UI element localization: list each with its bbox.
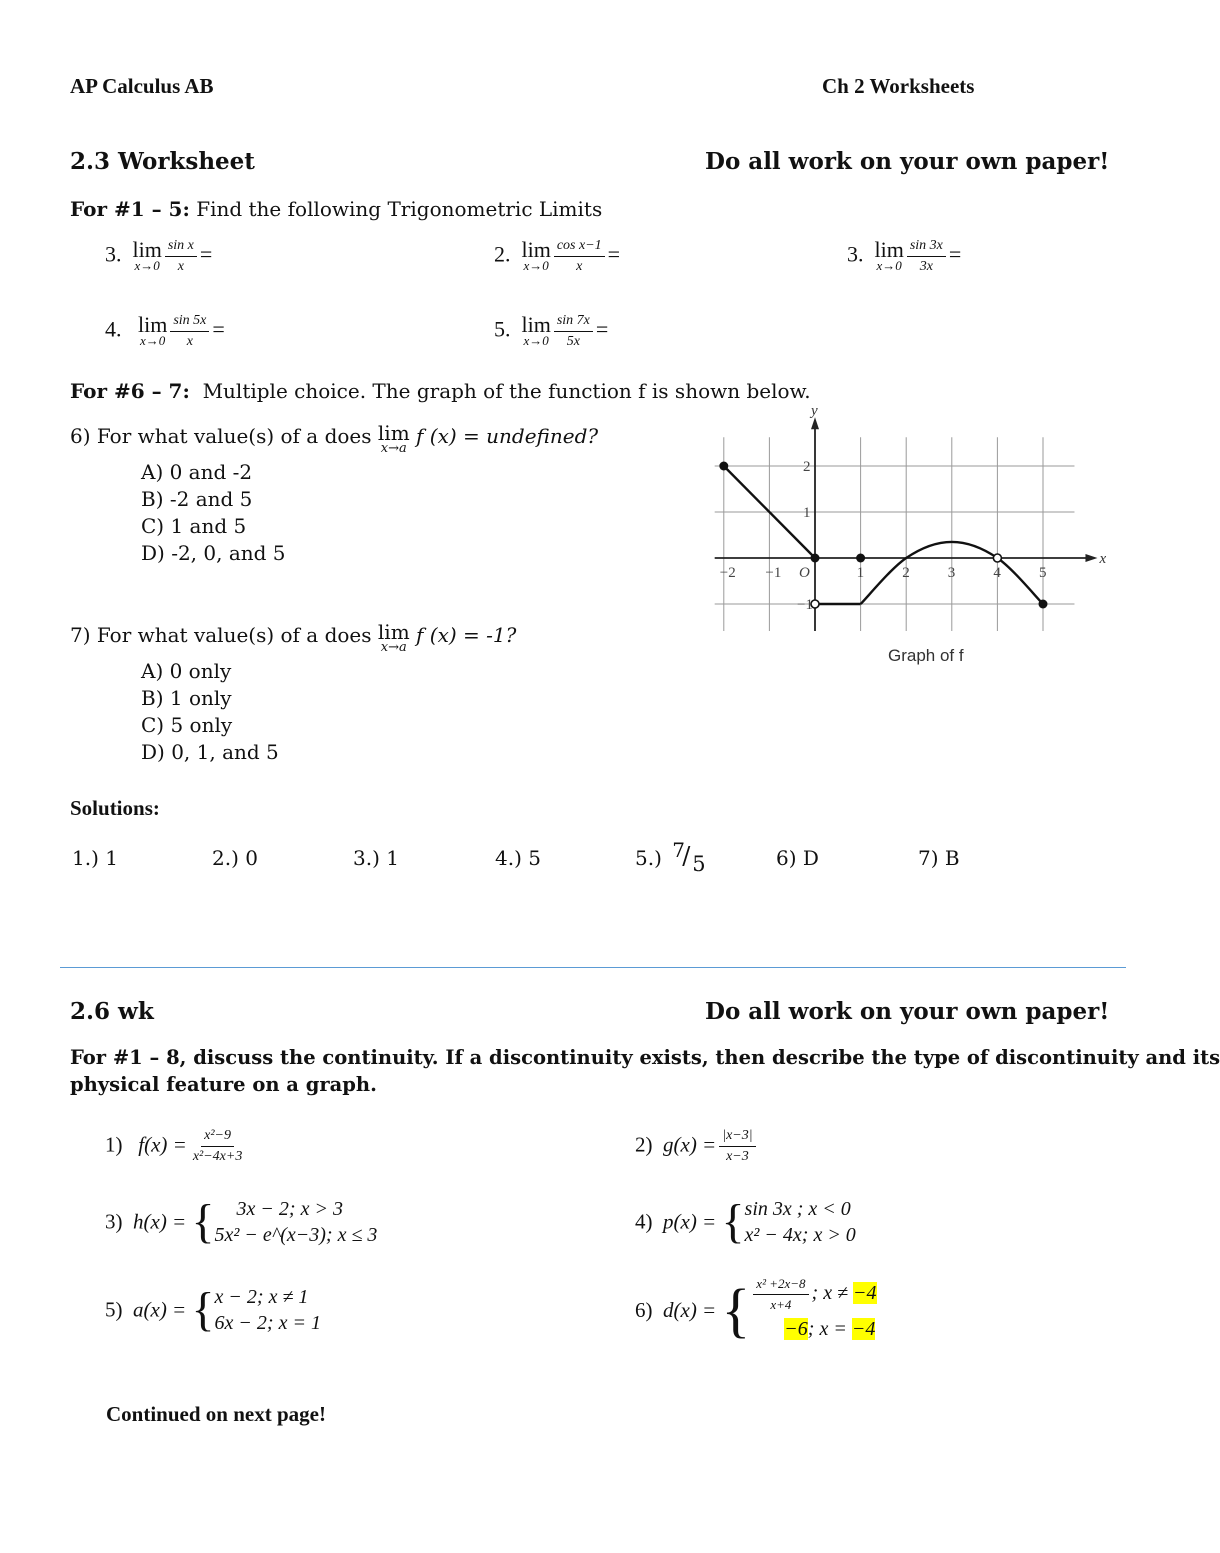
problem-4	[635, 1196, 856, 1248]
fraction	[170, 313, 209, 350]
solution-1: 1.) 1	[72, 846, 118, 870]
course-title: AP Calculus AB	[70, 74, 214, 98]
problem-number: 2.	[494, 241, 511, 267]
x-axis-arrow	[1085, 554, 1097, 562]
question-7-prefix: 7) For what value(s) of a does	[70, 623, 372, 647]
numerator: sin 3x	[907, 238, 946, 257]
equals-sign: =	[948, 241, 962, 267]
denominator: x²−4x+3	[192, 1149, 243, 1164]
case-2: 6x − 2; x = 1	[214, 1312, 321, 1334]
y-axis-label: y	[811, 403, 818, 420]
limit-word: lim	[521, 312, 551, 337]
cases	[215, 1284, 321, 1336]
solution-3: 3.) 1	[353, 846, 399, 870]
question-6-prefix: 6) For what value(s) of a does	[70, 424, 372, 448]
limit-operator	[138, 312, 168, 348]
mc-instructions	[70, 379, 811, 403]
problem-6	[635, 1276, 877, 1345]
closed-point	[811, 554, 820, 563]
mc-label: For #6 – 7:	[70, 379, 190, 403]
solution-5	[635, 838, 706, 876]
denominator: 5x	[566, 334, 580, 349]
option-a[interactable]: A) 0 only	[141, 659, 232, 683]
limit-subscript: x→0	[523, 333, 549, 348]
limit-subscript: x→a	[380, 640, 407, 655]
limit-operator	[377, 620, 410, 655]
equals-sign: =	[199, 241, 213, 267]
limit-subscript: x→0	[134, 258, 160, 273]
limit-problem	[494, 313, 608, 350]
closed-point	[719, 462, 728, 471]
option-c[interactable]: C) 1 and 5	[141, 514, 247, 538]
instructions-text: Find the following Trigonometric Limits	[196, 197, 603, 221]
x-tick-label: 5	[1039, 565, 1047, 581]
x-axis-label: x	[1099, 551, 1107, 567]
limit-problem	[105, 313, 225, 350]
y-tick-label: −1	[797, 597, 813, 613]
limit-operator	[874, 237, 904, 273]
problem-3-label: 3)	[105, 1209, 123, 1234]
case-1: 3x − 2; x > 3	[236, 1198, 343, 1220]
x-tick-label: 2	[902, 565, 910, 581]
left-brace: {	[191, 1195, 215, 1248]
denominator: x	[177, 259, 184, 274]
limit-subscript: x→0	[876, 258, 902, 273]
cases	[215, 1196, 378, 1248]
case-1-condition: ; x ≠	[811, 1282, 849, 1305]
continuity-instructions-line1: For #1 – 8, discuss the continuity. If a discontinuity exists, then describe the type of discontinuity and its	[70, 1046, 1220, 1069]
case-1: sin 3x ; x < 0	[744, 1198, 851, 1220]
limit-word: lim	[377, 421, 410, 445]
fraction	[554, 238, 605, 275]
limit-word: lim	[521, 237, 551, 262]
problem-5-label: 5)	[105, 1297, 123, 1322]
open-point	[993, 554, 1001, 562]
fraction	[907, 238, 946, 275]
instructions	[70, 197, 602, 221]
numerator: sin 5x	[170, 313, 209, 332]
denominator: x−3	[726, 1149, 749, 1164]
limit-operator	[132, 237, 162, 273]
graph-caption: Graph of f	[888, 646, 964, 665]
x-tick-label: 1	[856, 565, 865, 581]
problem-5-function: a(x) =	[133, 1297, 187, 1322]
case-1	[750, 1276, 876, 1313]
x-tick-label: 4	[993, 565, 1001, 581]
fraction	[719, 1128, 755, 1165]
highlight-value: −4	[853, 1282, 877, 1305]
function-graph	[690, 403, 1107, 675]
limit-problem	[494, 238, 620, 275]
limit-subscript: x→0	[140, 333, 166, 348]
cases	[750, 1276, 876, 1345]
left-brace: {	[721, 1277, 751, 1344]
problem-4-label: 4)	[635, 1209, 653, 1234]
problem-6-function: d(x) =	[663, 1298, 717, 1322]
problem-number: 3.	[105, 241, 122, 267]
equals-sign: =	[607, 241, 621, 267]
case-2-condition: ; x =	[807, 1318, 847, 1340]
question-7	[70, 620, 517, 655]
solution-7: 7) B	[918, 846, 960, 870]
limit-operator	[521, 312, 551, 348]
solution-4: 4.) 5	[495, 846, 541, 870]
limit-word: lim	[138, 312, 168, 337]
highlight-value: −4	[851, 1318, 876, 1340]
closed-point	[1039, 600, 1048, 609]
mc-text: Multiple choice. The graph of the function f is shown below.	[202, 379, 811, 403]
option-d[interactable]: D) 0, 1, and 5	[141, 740, 279, 764]
graph-grid	[715, 437, 1075, 631]
numerator: x²−9	[201, 1128, 234, 1147]
x-tick-label: O	[799, 565, 810, 581]
limit-word: lim	[377, 620, 410, 644]
equals-sign: =	[595, 316, 609, 342]
problem-2-function: g(x) =	[663, 1132, 717, 1157]
numerator: sin x	[165, 238, 197, 257]
denominator: x+4	[770, 1297, 792, 1312]
limit-operator	[521, 237, 551, 273]
problem-2-label: 2)	[635, 1132, 653, 1157]
question-6-suffix: f (x) = undefined?	[416, 424, 599, 448]
problem-number: 5.	[494, 316, 511, 342]
solution-5-denominator: 5	[692, 852, 706, 876]
problem-1-label: 1)	[105, 1132, 123, 1157]
numerator: sin 7x	[554, 313, 593, 332]
closed-point	[856, 554, 865, 563]
question-7-options	[141, 658, 279, 766]
option-d[interactable]: D) -2, 0, and 5	[141, 541, 286, 565]
problem-3-function: h(x) =	[133, 1209, 187, 1234]
limit-problem	[847, 238, 961, 275]
y-tick-label: 1	[803, 505, 811, 521]
option-a[interactable]: A) 0 and -2	[141, 460, 253, 484]
x-tick-label: −1	[765, 565, 782, 581]
continuity-instructions-line2: physical feature on a graph.	[70, 1073, 377, 1096]
limit-word: lim	[874, 237, 904, 262]
work-note-2: Do all work on your own paper!	[705, 998, 1110, 1025]
problem-3	[105, 1196, 377, 1248]
denominator: x	[576, 259, 583, 274]
problem-1-function: f(x) =	[138, 1132, 187, 1157]
option-b[interactable]: B) 1 only	[141, 686, 232, 710]
problem-2	[635, 1128, 759, 1165]
fraction	[554, 313, 593, 350]
fraction	[165, 238, 197, 275]
case-2	[750, 1313, 876, 1345]
solution-5-slash: /	[682, 842, 691, 870]
solution-6: 6) D	[776, 846, 819, 870]
left-brace: {	[191, 1283, 215, 1336]
solutions-label: Solutions:	[70, 796, 160, 820]
option-b[interactable]: B) -2 and 5	[141, 487, 253, 511]
case-1: x − 2; x ≠ 1	[214, 1286, 309, 1308]
problem-4-function: p(x) =	[663, 1209, 717, 1234]
highlight-value: −6	[784, 1318, 808, 1340]
problem-6-label: 6)	[635, 1298, 653, 1322]
graph-plot	[719, 462, 1047, 609]
option-c[interactable]: C) 5 only	[141, 713, 233, 737]
solution-2: 2.) 0	[212, 846, 258, 870]
problem-1	[105, 1128, 248, 1165]
limit-subscript: x→0	[523, 258, 549, 273]
instructions-label: For #1 – 5:	[70, 197, 190, 221]
question-7-suffix: f (x) = -1?	[416, 623, 517, 647]
solution-5-fraction	[668, 838, 706, 876]
problem-number: 3.	[847, 241, 864, 267]
left-brace: {	[721, 1195, 745, 1248]
denominator: x	[186, 334, 193, 349]
section-divider	[60, 967, 1126, 968]
solution-5-numerator: 7	[672, 838, 685, 862]
cases	[745, 1196, 856, 1248]
x-tick-label: 3	[947, 565, 956, 581]
worksheet-2-6-title: 2.6 wk	[70, 998, 154, 1025]
question-6-options	[141, 459, 286, 567]
equals-sign: =	[212, 316, 225, 342]
numerator: cos x−1	[554, 238, 605, 257]
numerator: x² +2x−8	[753, 1276, 808, 1295]
worksheet-title: 2.3 Worksheet	[70, 148, 255, 175]
limit-subscript: x→a	[380, 441, 407, 456]
limit-word: lim	[132, 237, 162, 262]
fraction	[753, 1276, 808, 1313]
problem-number: 4.	[105, 316, 122, 342]
limit-operator	[377, 421, 410, 456]
fraction	[190, 1128, 246, 1165]
numerator: |x−3|	[719, 1128, 755, 1147]
chapter-title: Ch 2 Worksheets	[822, 74, 975, 98]
continued-note: Continued on next page!	[106, 1402, 326, 1426]
x-tick-label: −2	[719, 565, 736, 581]
question-6	[70, 421, 599, 456]
case-2: x² − 4x; x > 0	[744, 1224, 856, 1246]
limit-problem	[105, 238, 212, 275]
case-2: 5x² − e^(x−3); x ≤ 3	[214, 1224, 378, 1246]
solution-5-label: 5.)	[635, 846, 662, 870]
y-tick-label: 2	[803, 459, 811, 475]
work-note: Do all work on your own paper!	[705, 148, 1110, 175]
denominator: 3x	[919, 259, 933, 274]
problem-5	[105, 1284, 321, 1336]
